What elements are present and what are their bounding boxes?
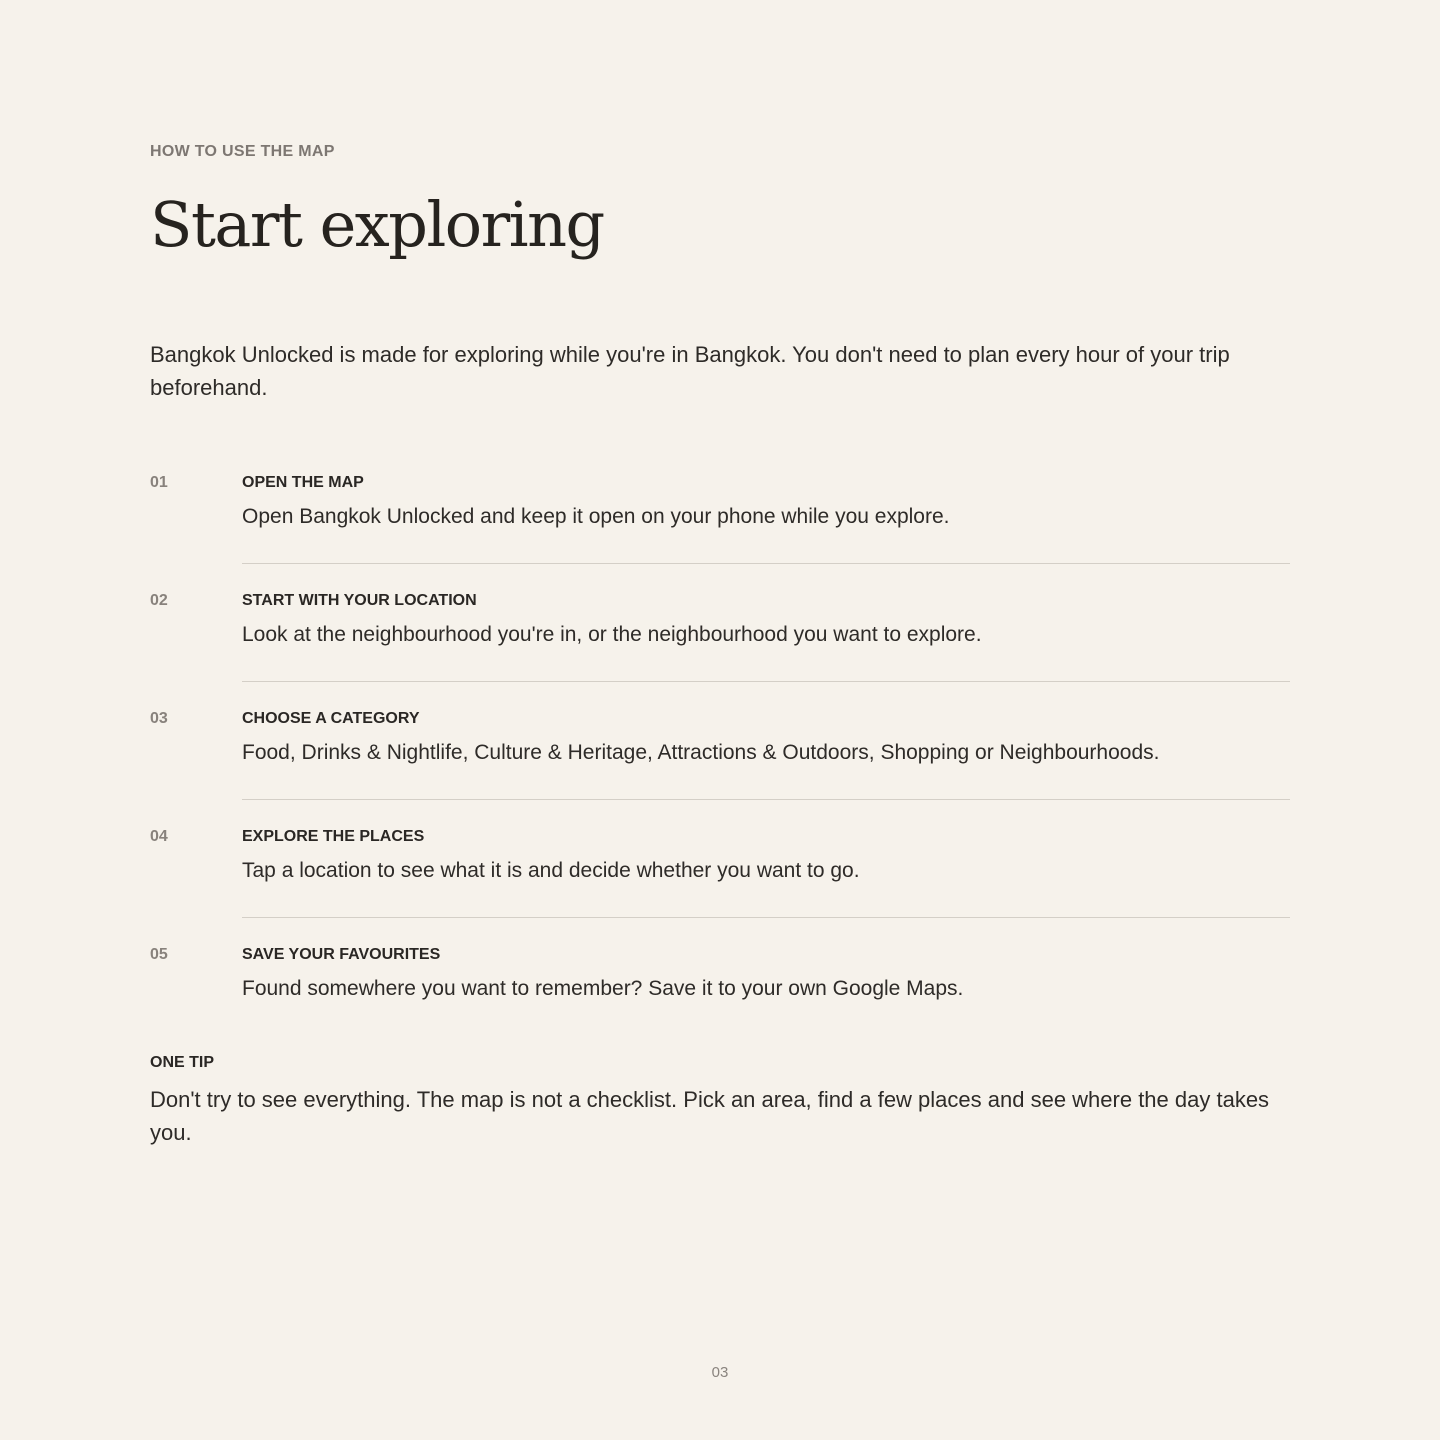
- page-title: Start exploring: [150, 188, 604, 261]
- step-description: Tap a location to see what it is and decide whether you want to go.: [242, 859, 860, 882]
- step-divider: [242, 563, 1290, 564]
- step-description: Look at the neighbourhood you're in, or the neighbourhood you want to explore.: [242, 623, 982, 646]
- step-number: 04: [150, 828, 168, 845]
- page-number: 03: [711, 1364, 729, 1381]
- step-item: [150, 945, 1290, 1063]
- step-number: 05: [150, 946, 168, 963]
- tip-text: Don't try to see everything. The map is not a checklist. Pick an area, find a few places and see where the day takes you.: [150, 1087, 1270, 1145]
- step-heading: EXPLORE THE PLACES: [242, 828, 425, 845]
- step-description: Found somewhere you want to remember? Save it to your own Google Maps.: [242, 977, 964, 1000]
- step-item: [150, 473, 1290, 591]
- step-divider: [242, 799, 1290, 800]
- step-number: 03: [150, 710, 168, 727]
- step-heading: CHOOSE A CATEGORY: [242, 710, 420, 727]
- step-number: 01: [150, 474, 168, 491]
- step-heading: OPEN THE MAP: [242, 474, 364, 491]
- step-item: [150, 591, 1290, 709]
- step-description: Food, Drinks & Nightlife, Culture & Heritage, Attractions & Outdoors, Shopping or Neighbourhoods.: [242, 741, 1160, 764]
- step-item: [150, 827, 1290, 945]
- step-number: 02: [150, 592, 168, 609]
- step-description: Open Bangkok Unlocked and keep it open on your phone while you explore.: [242, 505, 950, 528]
- steps-list: [150, 473, 1290, 1063]
- step-divider: [242, 681, 1290, 682]
- tip-heading: ONE TIP: [150, 1054, 215, 1071]
- step-heading: START WITH YOUR LOCATION: [242, 592, 477, 609]
- step-heading: SAVE YOUR FAVOURITES: [242, 946, 441, 963]
- section-eyebrow: HOW TO USE THE MAP: [150, 143, 335, 160]
- intro-paragraph: Bangkok Unlocked is made for exploring while you're in Bangkok. You don't need to plan every hour of your trip beforehand.: [150, 342, 1230, 400]
- step-divider: [242, 917, 1290, 918]
- step-item: [150, 709, 1290, 827]
